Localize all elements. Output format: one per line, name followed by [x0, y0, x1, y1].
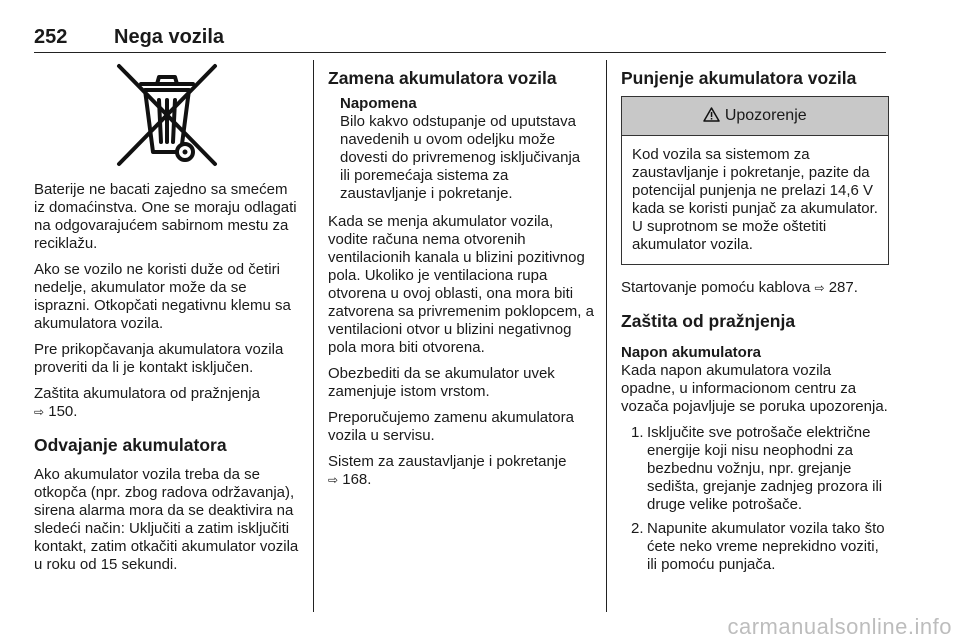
crossed-out-wheelie-bin-icon [34, 60, 300, 168]
charging-heading: Punjenje akumulatora vozila [621, 68, 857, 88]
note-block [328, 95, 594, 203]
page-number: 252 [34, 26, 68, 48]
step-number: 1. [631, 424, 644, 441]
stop-start-reference [328, 453, 594, 489]
jump-start-reference [621, 279, 889, 297]
discharge-heading: Zaštita od pražnjenja [621, 311, 796, 331]
column-divider [313, 60, 314, 612]
steps-list [621, 424, 889, 574]
step-text: Napunite akumulator vozila tako što ćete neko vreme neprekidno voziti, ili pomoću punjača. [647, 520, 885, 573]
warning-triangle-icon [703, 107, 724, 124]
reference-arrow-icon: ⇨ [328, 473, 339, 487]
protect-text: Zaštita akumulatora od pražnjenja [34, 385, 260, 402]
protect-page-ref[interactable]: 150. [48, 403, 78, 420]
column-2 [328, 60, 594, 497]
warning-box [621, 96, 889, 265]
reference-arrow-icon: ⇨ [34, 405, 45, 419]
voltage-paragraph: Kada napon akumulatora vozila opadne, u informacionom centru za vozača pojavljuje se poruka upozorenja. [621, 362, 888, 415]
workshop-paragraph: Preporučujemo zamenu akumulatora vozila u servisu. [328, 409, 574, 444]
step-text: Isključite sve potrošače električne energije koji nisu neophodni za bezbednu vožnju, npr. grejanje sedišta, grejanje zadnjeg prozora ili druge velike potrošače. [647, 424, 883, 513]
same-type-paragraph: Obezbediti da se akumulator uvek zamenjuje istom vrstom. [328, 365, 555, 400]
warning-title: Upozorenje [724, 107, 807, 124]
column-1 [34, 60, 300, 582]
replace-heading: Zamena akumulatora vozila [328, 68, 557, 88]
page-header [34, 22, 886, 53]
stop-start-text: Sistem za zaustavljanje i pokretanje [328, 453, 567, 470]
step-number: 2. [631, 520, 644, 537]
check-ignition-paragraph: Pre prikopčavanja akumulatora vozila proveriti da li je kontakt isključen. [34, 341, 284, 376]
stop-start-page-ref[interactable]: 168. [342, 471, 372, 488]
jump-start-page-ref[interactable]: 287. [828, 279, 858, 296]
recycle-paragraph: Baterije ne bacati zajedno sa smećem iz domaćinstva. One se moraju odlagati na odgovarajućem sabirnom mestu za reciklažu. [34, 181, 297, 252]
note-text: Bilo kakvo odstupanje od uputstava navedenih u ovom odeljku može dovesti do privremenog isključivanja ili poremećaja sistema za zaustavljanje i pokretanje. [340, 113, 581, 202]
reference-arrow-icon: ⇨ [814, 281, 825, 295]
disconnect-paragraph: Ako akumulator vozila treba da se otkopča (npr. zbog radova održavanja), sirena alarma mora da se deaktivira na sledeći način: Uključiti a zatim isključiti kontakt, zatim otkačiti akumulator vozila u roku od 15 sekundi. [34, 466, 299, 573]
column-3 [621, 60, 889, 580]
list-item [621, 424, 889, 514]
column-divider [606, 60, 607, 612]
ventilation-paragraph: Kada se menja akumulator vozila, vodite računa nema otvorenih ventilacionih kanala u blizini pozitivnog pola. Ukoliko je ventilaciona rupa otvorena u ovoj oblasti, ona mora biti zatvorena sa privremenim poklopcem, a ventilacioni otvor u blizini negativnog pola mora biti otvorena. [328, 213, 594, 356]
jump-start-text: Startovanje pomoću kablova [621, 279, 811, 296]
disconnect-heading: Odvajanje akumulatora [34, 435, 227, 455]
voltage-heading: Napon akumulatora [621, 344, 762, 361]
unused-paragraph: Ako se vozilo ne koristi duže od četiri nedelje, akumulator može da se isprazni. Otkopčati negativnu klemu sa akumulatora vozila. [34, 261, 291, 332]
chapter-title: Nega vozila [114, 26, 225, 48]
warning-header [622, 97, 888, 136]
watermark: carmanualsonline.info [727, 614, 952, 639]
warning-text: Kod vozila sa sistemom za zaustavljanje i pokretanje, pazite da potencijal punjenja ne prelazi 14,6 V kada se koristi punjač za akumulator. U suprotnom se može oštetiti akumulator vozila. [632, 146, 878, 253]
note-title: Napomena [340, 95, 417, 112]
protect-reference [34, 385, 300, 421]
list-item [621, 520, 889, 574]
